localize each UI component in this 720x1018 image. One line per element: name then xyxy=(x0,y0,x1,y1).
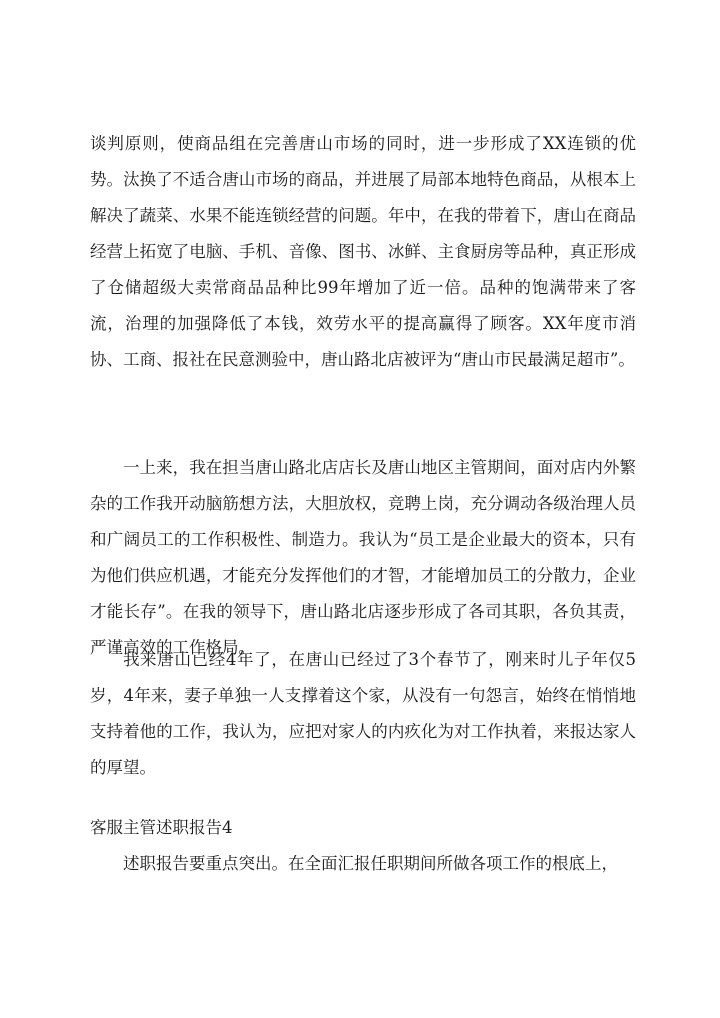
paragraph-1: 谈判原则，使商品组在完善唐山市场的同时，进一步形成了XX连锁的优势。汰换了不适合唐山市场的商品，并进展了局部本地特色商品，从根本上解决了蔬菜、水果不能连锁经营的问题。年中，在我的带着下，唐山在商品经营上拓宽了电脑、手机、音像、图书、冰鲜、主食厨房等品种，真正形成了仓储超级大卖常商品品种比99年增加了近一倍。品种的饱满带来了客流，治理的加强降低了本钱，效劳水平的提高赢得了顾客。XX年度市消协、工商、报社在民意测验中，唐山路北店被评为“唐山市民最满足超市”。 xyxy=(90,134,636,369)
paragraph-2: 一上来，我在担当唐山路北店店长及唐山地区主管期间，面对店内外繁杂的工作我开动脑筋想方法，大胆放权，竞聘上岗，充分调动各级治理人员和广阔员工的工作积极性、制造力。我认为“员工是企业最大的资本，只有为他们供应机遇，才能充分发挥他们的才智，才能增加员工的分散力，企业才能长存”。在我的领导下，唐山路北店逐步形成了各司其职，各负其责，严谨高效的工作格局。 xyxy=(90,458,636,657)
paragraph-3: 我来唐山已经4年了，在唐山已经过了3个春节了，刚来时儿子年仅5岁，4年来，妻子单独一人支撑着这个家，从没有一句怨言，始终在悄悄地支持着他的工作，我认为，应把对家人的内疚化为对工作执着，来报达家人的厚望。 xyxy=(90,650,636,777)
paragraph-4: 述职报告要重点突出。在全面汇报任职期间所做各项工作的根底上， xyxy=(123,854,618,873)
section-heading: 客服主管述职报告4 xyxy=(90,818,233,837)
